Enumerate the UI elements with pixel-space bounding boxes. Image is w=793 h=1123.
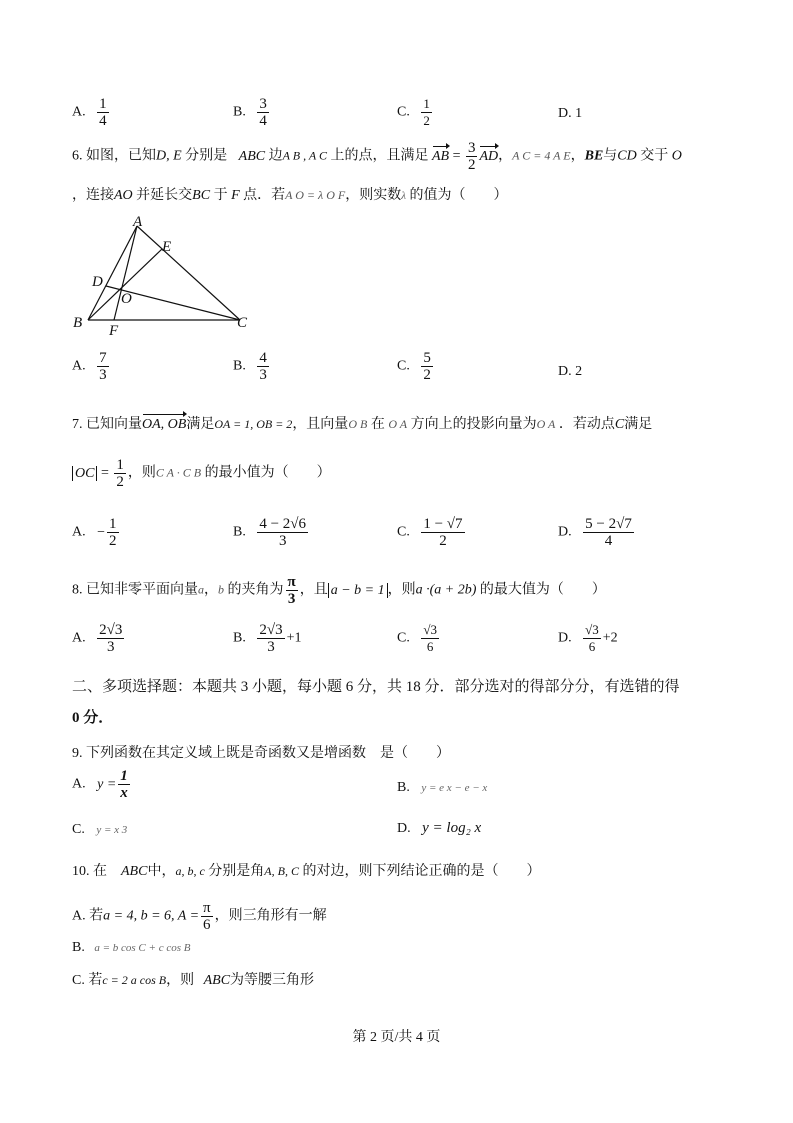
q7-stem-line2: OC = $\frac{1}{2}$ ，则C A · C B 的最小值为（ ）	[72, 457, 331, 490]
q8-option-d: D. $\frac{√3}{6}$ +2	[558, 622, 618, 654]
segment-ac	[137, 226, 240, 320]
q6-stem-line1: 6. 如图，已知D, E 分别是 ABC 边A B , A C 上的点，且满足 AB = $\frac{3}{2}$ AD，A C = 4 A E，BE与CD 交于 O	[72, 140, 682, 173]
q7-option-d: D. $\frac{5 - 2√7}{4}$	[558, 516, 632, 549]
q8-stem: 8. 已知非零平面向量a，b 的夹角为 $\frac{\pi}{3}$ ，且 a − b = 1 ，则a ·(a + 2b) 的最大值为（ ）	[72, 574, 606, 607]
q9-option-b: B. y = e x − e − x	[397, 780, 488, 795]
label-d: D	[92, 274, 103, 290]
q10-option-a: A. 若a = 4, b = 6, A = $\frac{\pi}{6}$ ，则三角形有一解	[72, 900, 327, 933]
q7-option-b: B. $\frac{4 - 2√6}{3}$	[233, 516, 307, 549]
q5-option-c: C. $\frac{1}{2}$	[397, 96, 430, 128]
q10-option-c: C. 若c = 2 a cos B，则 ABC为等腰三角形	[72, 973, 315, 988]
q9-option-c: C. y = x 3	[72, 822, 128, 837]
q10-stem: 10. 在 ABC中，a, b, c 分别是角A, B, C 的对边，则下列结论正确的是（ ）	[72, 864, 541, 879]
label-a: A	[133, 214, 143, 230]
section2-heading-line2: 0 分．	[72, 710, 114, 726]
section2-heading-line1: 二、多项选择题：本题共 3 小题，每小题 6 分，共 18 分．部分选对的得部分分，有选错的得	[72, 679, 680, 695]
q8-option-a: A. $\frac{2√3}{3}$	[72, 622, 123, 655]
q5-option-d: D. 1	[558, 106, 583, 121]
page-footer: 第 2 页/共 4 页	[352, 1030, 441, 1045]
q6-stem-line2: ，连接AO 并延长交BC 于 F 点．若A O = λ O F，则实数λ 的值为（ ）	[72, 188, 508, 203]
label-o: O	[121, 291, 132, 307]
q6-option-a: A. $\frac{7}{3}$	[72, 350, 107, 383]
q8-option-b: B. $\frac{2√3}{3}$ +1	[233, 622, 302, 655]
q10-option-b: B. a = b cos C + c cos B	[72, 940, 191, 955]
q7-option-a: A. − $\frac{1}{2}$	[72, 516, 117, 549]
label-f: F	[109, 323, 119, 339]
q8-option-c: C. $\frac{√3}{6}$	[397, 622, 437, 654]
label-c: C	[237, 315, 248, 331]
q6-triangle-figure	[70, 212, 260, 340]
q6-option-b: B. $\frac{4}{3}$	[233, 350, 267, 383]
q9-option-a: A. y = $\frac{1}{x}$	[72, 768, 128, 801]
q5-option-b: B. $\frac{3}{4}$	[233, 96, 267, 129]
q9-option-d: D. y = log₂ x	[397, 820, 482, 836]
label-e: E	[162, 239, 172, 255]
q9-stem: 9. 下列函数在其定义域上既是奇函数又是增函数 是（ ）	[72, 746, 450, 761]
label-b: B	[73, 315, 83, 331]
q6-option-c: C. $\frac{5}{2}$	[397, 350, 431, 383]
q5-option-a: A. $\frac{1}{4}$	[72, 96, 107, 129]
q7-option-c: C. $\frac{1 - √7}{2}$	[397, 516, 463, 549]
q6-option-d: D. 2	[558, 364, 583, 379]
q7-stem-line1: 7. 已知向量OA, OB满足OA = 1, OB = 2，且向量O B 在 O A 方向上的投影向量为O A ．若动点C满足	[72, 414, 652, 435]
